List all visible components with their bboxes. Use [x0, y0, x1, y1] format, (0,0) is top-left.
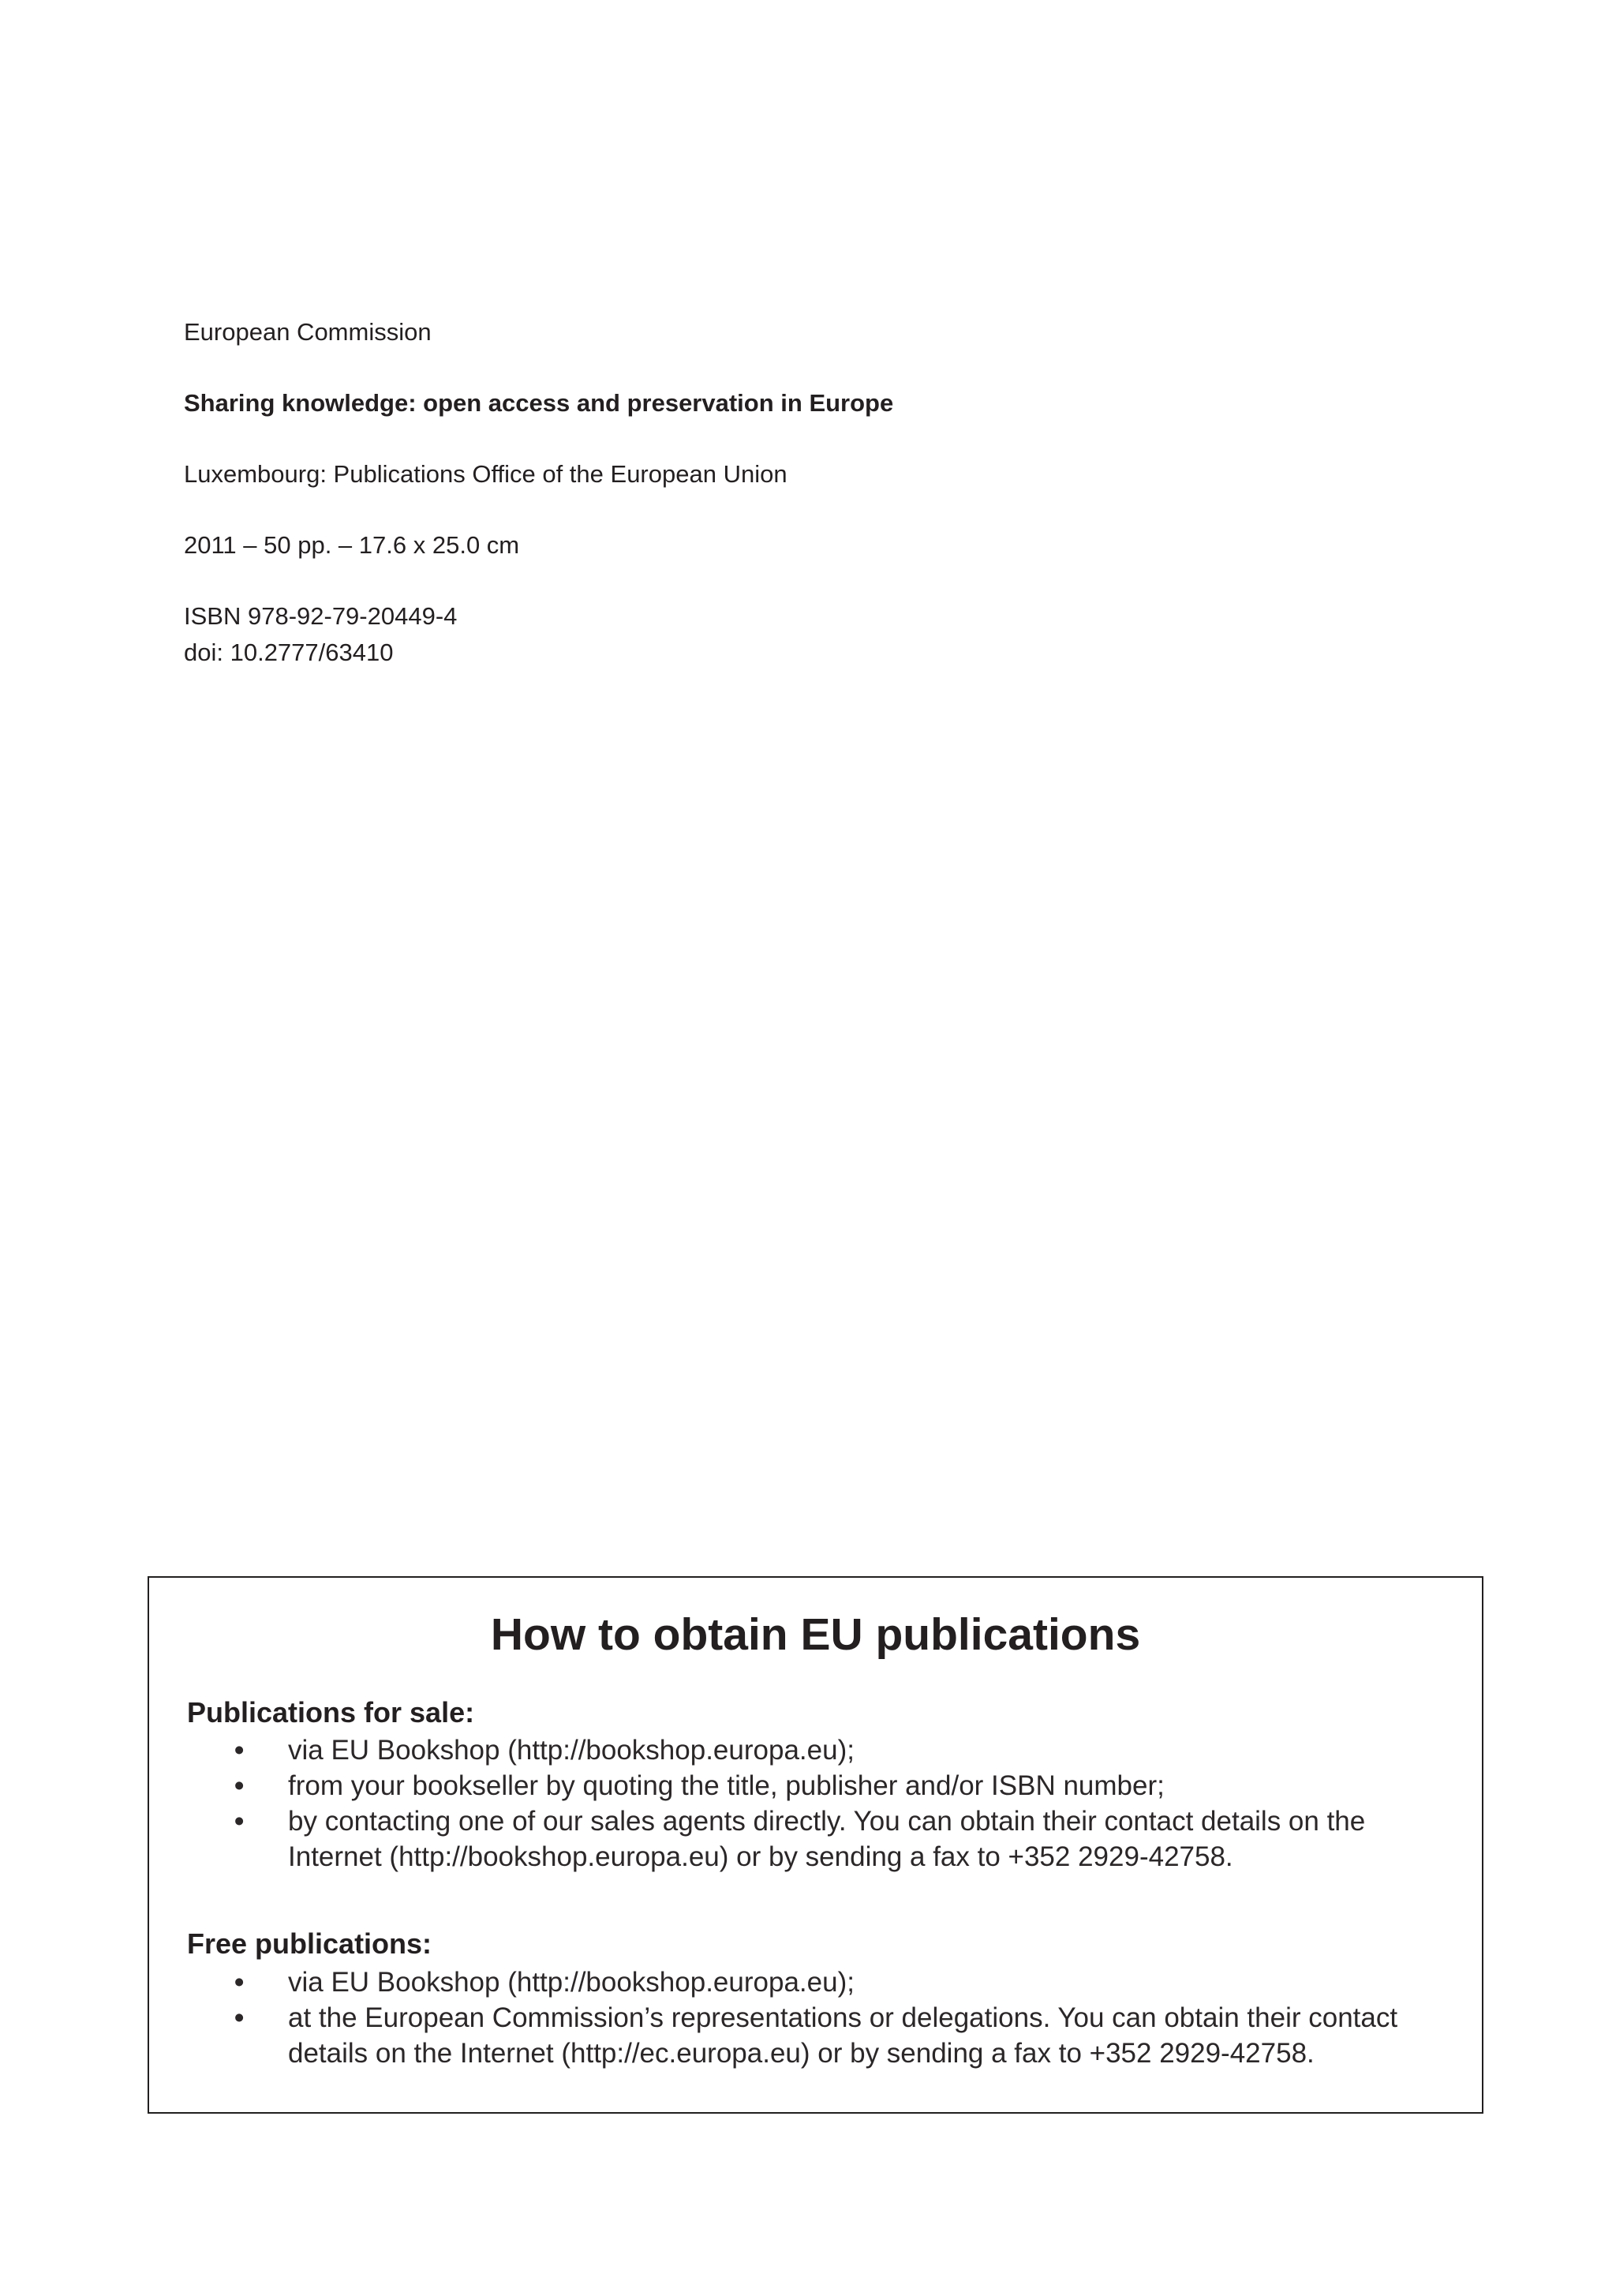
bullet-icon: •	[234, 1770, 245, 1801]
obtain-publications-box	[148, 1576, 1483, 2114]
colophon	[184, 314, 1289, 671]
colophon-details: 2011 – 50 pp. – 17.6 x 25.0 cm	[184, 531, 520, 559]
colophon-author: European Commission	[184, 318, 432, 346]
list-item	[198, 2000, 1429, 2071]
bullet-icon: •	[234, 2002, 245, 2033]
sale-list	[198, 1732, 1429, 1875]
list-item-text: from your bookseller by quoting the title, publisher and/or ISBN number;	[288, 1770, 1165, 1801]
free-list	[198, 1965, 1429, 2071]
list-item	[198, 1803, 1429, 1875]
list-item	[198, 1732, 1429, 1768]
sale-section-heading: Publications for sale:	[187, 1696, 475, 1729]
colophon-doi: doi: 10.2777/63410	[184, 639, 394, 666]
colophon-isbn: ISBN 978-92-79-20449-4	[184, 602, 458, 630]
bullet-icon: •	[234, 1806, 245, 1837]
colophon-title: Sharing knowledge: open access and preservation in Europe	[184, 389, 894, 417]
bullet-icon: •	[234, 1735, 245, 1766]
list-item	[198, 1768, 1429, 1803]
free-section-heading: Free publications:	[187, 1927, 432, 1960]
list-item-text: via EU Bookshop (http://bookshop.europa.eu);	[288, 1735, 855, 1766]
list-item-text: at the European Commission’s representations or delegations. You can obtain their contact details on the Internet (http://ec.europa.eu) or by sending a fax to +352 2929-42758.	[288, 2002, 1398, 2069]
list-item-text: by contacting one of our sales agents directly. You can obtain their contact details on the Internet (http://bookshop.europa.eu) or by sending a fax to +352 2929-42758.	[288, 1806, 1366, 1872]
bullet-icon: •	[234, 1967, 245, 1998]
obtain-box-heading: How to obtain EU publications	[490, 1609, 1141, 1660]
list-item	[198, 1965, 1429, 2000]
list-item-text: via EU Bookshop (http://bookshop.europa.eu);	[288, 1967, 855, 1998]
colophon-publisher: Luxembourg: Publications Office of the European Union	[184, 460, 787, 488]
